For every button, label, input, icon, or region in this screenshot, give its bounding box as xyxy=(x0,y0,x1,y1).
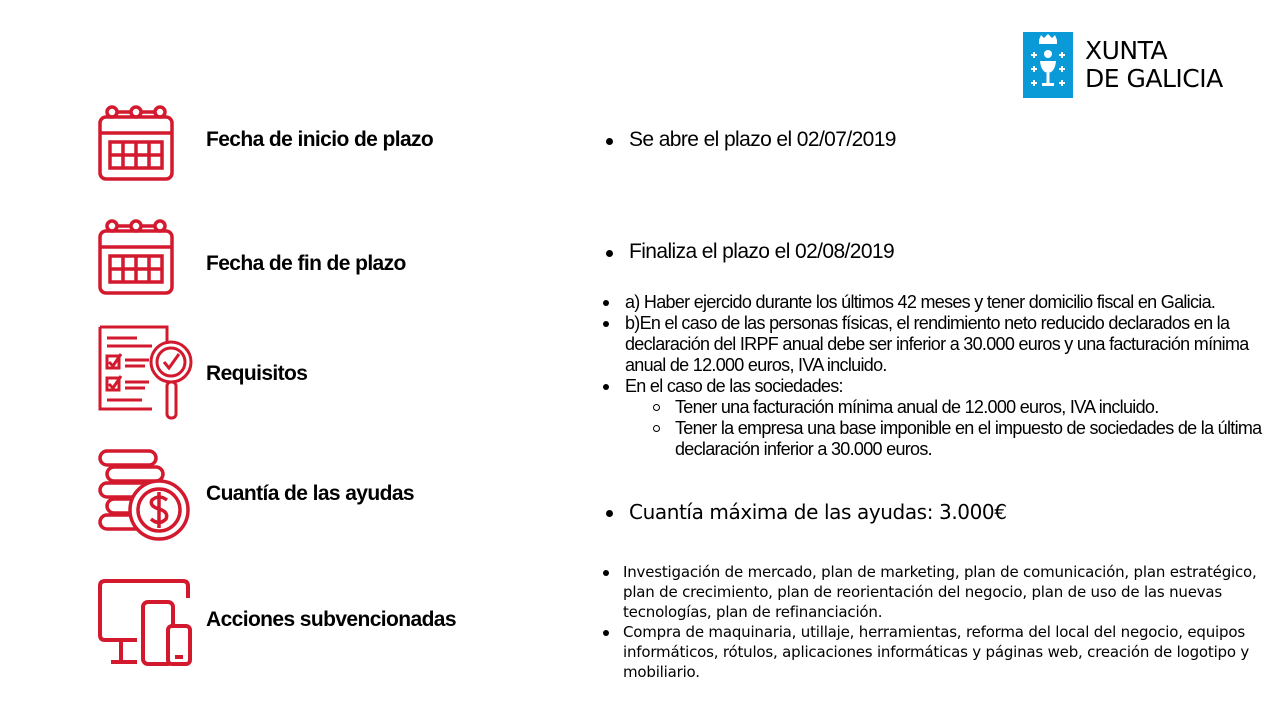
requirement-c-sublist xyxy=(625,397,1273,460)
logo-line-2: DE GALICIA xyxy=(1085,64,1223,93)
amount-list xyxy=(606,500,1007,524)
requirement-b: b)En el caso de las personas físicas, el rendimiento neto reducido declarados en la declaración del IRPF anual debe ser inferior a 30.000 euros y una facturación mínima anual de 12.000 euros, IVA incluido. xyxy=(603,313,1273,376)
action-item-1: Investigación de mercado, plan de marketing, plan de comunicación, plan estratégico, plan de crecimiento, plan de reorientación del negocio, plan de uso de las nuevas tecnologías, plan de refinanciación. xyxy=(603,562,1268,622)
start-date-text: Se abre el plazo el 02/07/2019 xyxy=(606,128,896,152)
label-end-date: Fecha de fin de plazo xyxy=(206,252,406,275)
coins-dollar-icon xyxy=(97,448,193,549)
calendar-icon xyxy=(97,104,177,187)
devices-icon xyxy=(97,578,193,673)
requirement-c2: Tener la empresa una base imponible en el impuesto de sociedades de la última declaración inferior a 30.000 euros. xyxy=(625,418,1273,460)
requirement-a: a) Haber ejercido durante los últimos 42 meses y tener domicilio fiscal en Galicia. xyxy=(603,292,1273,313)
start-date-list xyxy=(606,128,896,152)
checklist-magnifier-icon xyxy=(97,324,197,429)
label-actions: Acciones subvencionadas xyxy=(206,608,456,631)
requirement-c1: Tener una facturación mínima anual de 12.000 euros, IVA incluido. xyxy=(625,397,1273,418)
logo-line-1: XUNTA xyxy=(1085,36,1168,65)
end-date-list xyxy=(606,240,894,264)
requirement-c-text: En el caso de las sociedades: xyxy=(625,376,843,396)
requirement-c xyxy=(603,376,1273,460)
actions-list xyxy=(603,562,1268,682)
end-date-text: Finaliza el plazo el 02/08/2019 xyxy=(606,240,894,264)
requirements-list xyxy=(603,292,1273,460)
galicia-shield-icon xyxy=(1023,32,1073,98)
action-item-2: Compra de maquinaria, utillaje, herramientas, reforma del local del negocio, equipos informáticos, rótulos, aplicaciones informáticas y páginas web, creación de logotipo y mobiliario. xyxy=(603,622,1268,682)
amount-text: Cuantía máxima de las ayudas: 3.000€ xyxy=(606,500,1007,524)
label-amount: Cuantía de las ayudas xyxy=(206,482,414,505)
label-requirements: Requisitos xyxy=(206,362,308,385)
label-start-date: Fecha de inicio de plazo xyxy=(206,128,434,151)
calendar-icon xyxy=(97,218,177,301)
xunta-logo xyxy=(1023,32,1223,98)
